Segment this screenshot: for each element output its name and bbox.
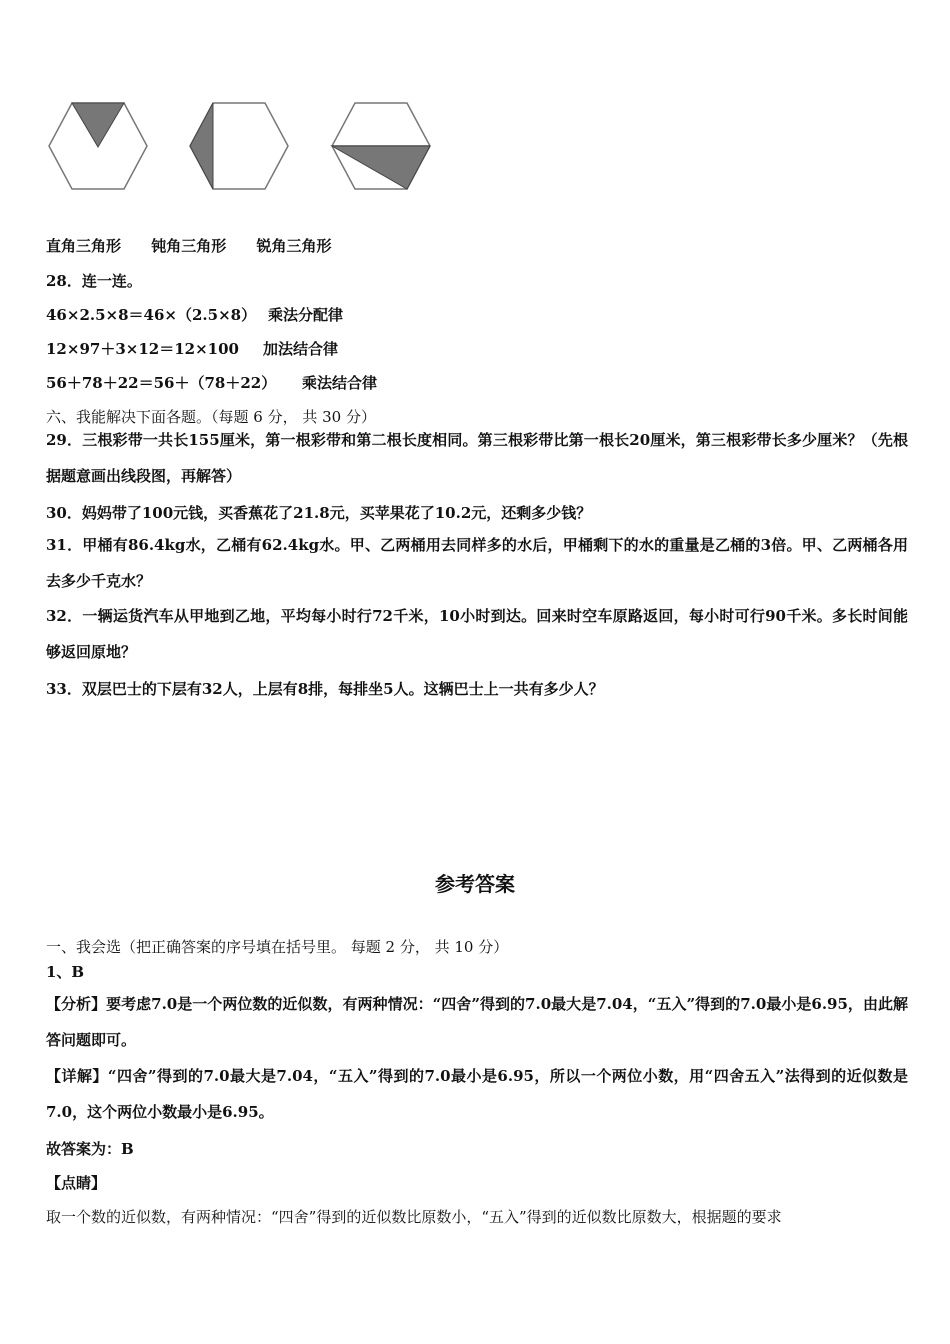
q28-row-3: [46, 372, 377, 393]
hexagon-figure-1: [46, 100, 150, 192]
answers-title: 参考答案: [435, 872, 515, 896]
answer-1-conclusion: 故答案为：B: [46, 1140, 134, 1158]
q28-row-2: [46, 338, 338, 359]
question-31: 31．甲桶有86.4kg水，乙桶有62.4kg水。甲、乙两桶用去同样多的水后，甲桶剩下的水的重量是乙桶的3倍。甲、乙两桶各用去多少千克水？: [46, 536, 908, 590]
q28-row-1: [46, 304, 343, 325]
question-30: 30．妈妈带了100元钱，买香蕉花了21.8元，买苹果花了10.2元，还剩多少钱？: [46, 504, 592, 522]
figure-label-acute: 锐角三角形: [256, 237, 332, 255]
hexagon-figure-2: [187, 100, 291, 192]
answer-1-tip: 取一个数的近似数，有两种情况：“四舍”得到的近似数比原数小，“五入”得到的近似数比原数大，根据题的要求: [46, 1208, 782, 1226]
answer-1-analysis: 【分析】要考虑7.0是一个两位数的近似数，有两种情况：“四舍”得到的7.0最大是7.04，“五入”得到的7.0最小是6.95，由此解答问题即可。: [46, 995, 908, 1049]
question-33: 33．双层巴士的下层有32人，上层有8排，每排坐5人。这辆巴士上一共有多少人？: [46, 680, 604, 698]
answer-1-tip-label: 【点睛】: [46, 1174, 107, 1192]
figure-label-right: 直角三角形: [46, 237, 122, 255]
question-32: 32．一辆运货汽车从甲地到乙地，平均每小时行72千米，10小时到达。回来时空车原路返回，每小时可行90千米。多长时间能够返回原地？: [46, 607, 908, 661]
answers-section1-heading: 一、我会选（把正确答案的序号填在括号里。 每题 2 分， 共 10 分）: [46, 938, 509, 956]
question-29: 29．三根彩带一共长155厘米，第一根彩带和第二根长度相同。第三根彩带比第一根长20厘米，第三根彩带长多少厘米？（先根据题意画出线段图，再解答）: [46, 431, 908, 485]
figure-label-obtuse: 钝角三角形: [151, 237, 227, 255]
q28-expr-3: 56＋78＋22＝56＋（78＋22）: [46, 374, 277, 392]
q28-law-1: 乘法分配律: [268, 306, 344, 324]
hexagon-figure-3: [329, 100, 433, 192]
q28-expr-1: 46×2.5×8＝46×（2.5×8）: [46, 306, 257, 324]
q28-law-3: 乘法结合律: [302, 374, 378, 392]
figure-labels: [46, 235, 332, 256]
q28-expr-2: 12×97＋3×12＝12×100: [46, 340, 239, 358]
q28-title: 28．连一连。: [46, 272, 142, 290]
answer-1-detail: 【详解】“四舍”得到的7.0最大是7.04，“五入”得到的7.0最小是6.95，所以一个两位小数，用“四舍五入”法得到的近似数是7.0，这个两位小数最小是6.95。: [46, 1067, 908, 1121]
q28-law-2: 加法结合律: [263, 340, 339, 358]
section6-heading: 六、我能解决下面各题。（每题 6 分， 共 30 分）: [46, 408, 376, 426]
answer-1: 1、B: [46, 963, 85, 981]
